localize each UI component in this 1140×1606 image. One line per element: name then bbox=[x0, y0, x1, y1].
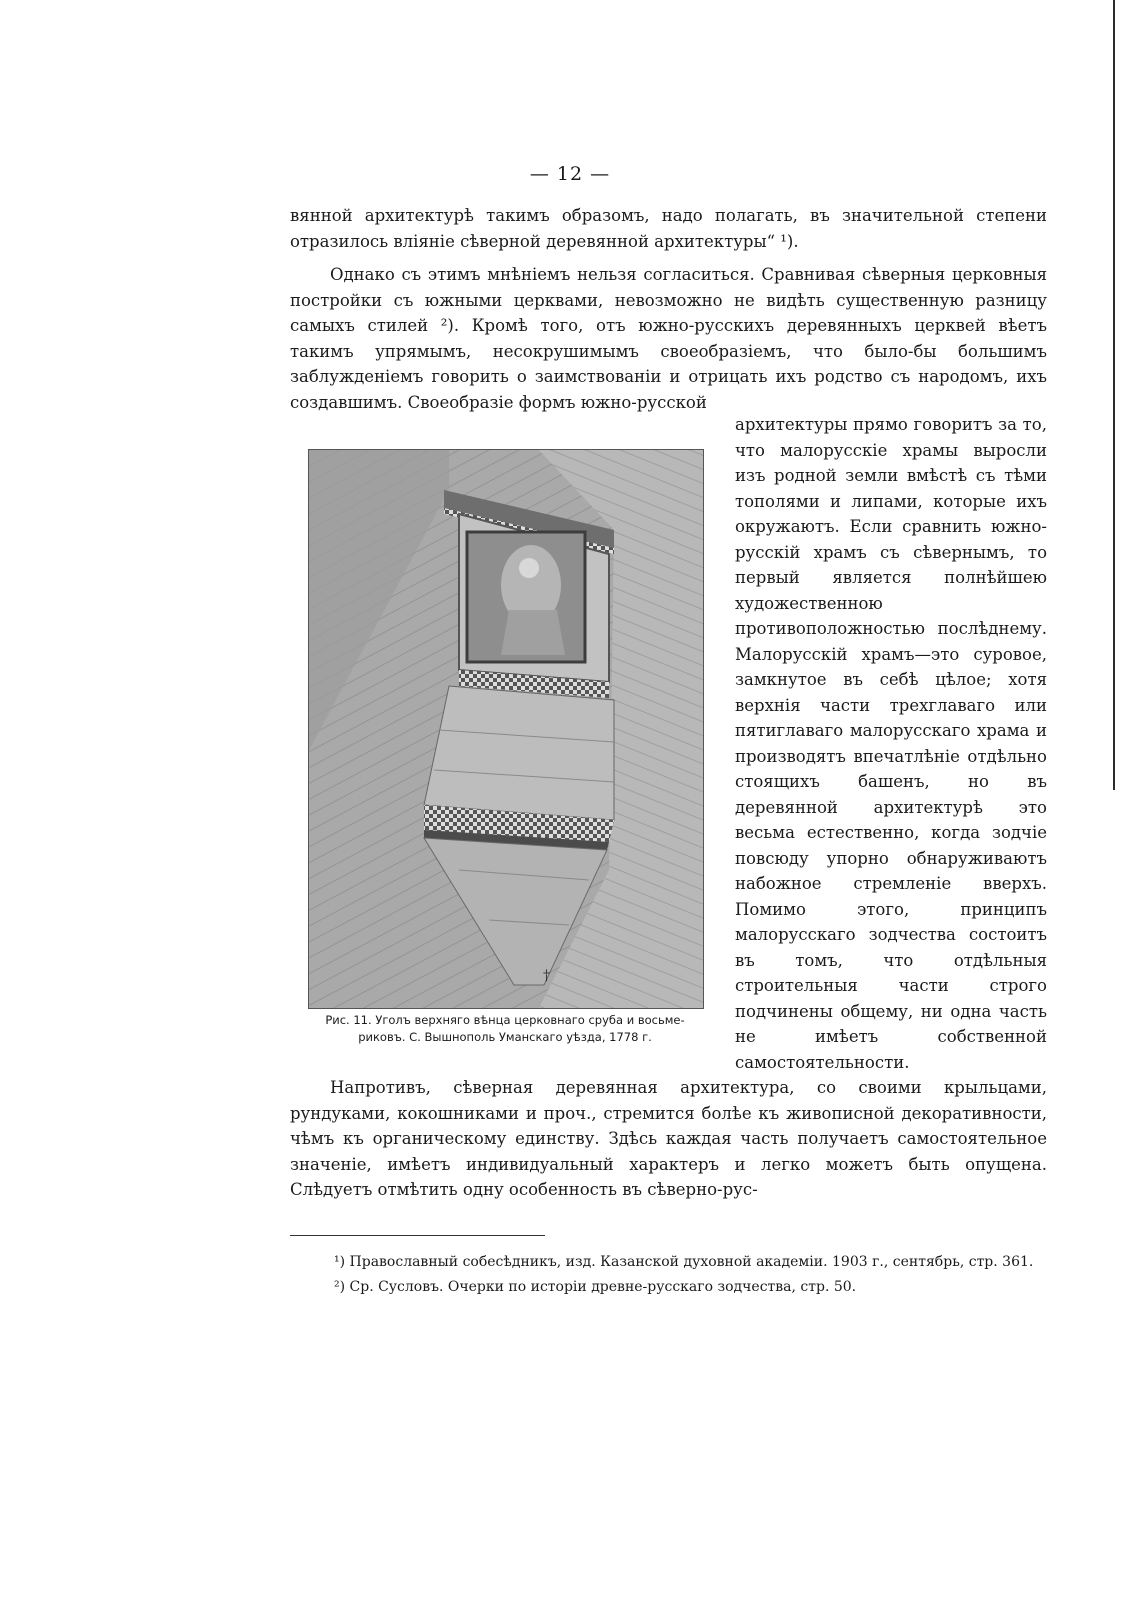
paragraph-3-text: Напротивъ, сѣверная деревянная архитектура, со своими крыльцами, рундуками, кокошниками и проч., стремится болѣе къ живописной декоративности, чѣмъ къ органическому единству. Здѣсь каждая часть получаетъ самостоятельное значеніе, имѣетъ индивидуальный характеръ и легко можетъ быть опущена. Слѣдуетъ отмѣтить одну особенность въ сѣверно-рус- bbox=[290, 1078, 1047, 1199]
paragraph-1-text: вянной архитектурѣ такимъ образомъ, надо полагать, въ значительной степени отразилось вліяніе сѣверной деревянной архитектуры“ ¹). bbox=[290, 206, 1047, 251]
paragraph-2-side-text: архитектуры прямо говоритъ за то, что малорусскіе храмы выросли изъ родной земли вмѣстѣ съ тѣми тополями и липами, которые ихъ окружаютъ. Если сравнить южно-русскій храмъ съ сѣвернымъ, то первый является полнѣйшею художественною противоположностью послѣднему. Малорусскій храмъ—это суровое, замкнутое въ себѣ цѣлое; хотя верхнія части трехглаваго или пятиглаваго малорусскаго храма и производятъ впечатлѣніе отдѣльно стоящихъ башенъ, но въ деревянной архитектурѣ это весьма естественно, когда зодчіе повсюду упорно обнаруживаютъ набожное стремленіе вверхъ. Помимо этого, принципъ малорусскаго зодчества состоитъ въ томъ, что отдѣльныя строительныя части строго подчинены общему, ни одна часть не имѣетъ собственной самостоятельности. bbox=[735, 415, 1047, 1072]
paragraph-1 bbox=[290, 203, 1047, 254]
page-number: — 12 — bbox=[529, 163, 611, 185]
figure-caption-line-2: риковъ. С. Вышнополь Уманскаго уѣзда, 1778 г. bbox=[358, 1030, 652, 1044]
figure-photo bbox=[308, 449, 704, 1009]
footnotes bbox=[290, 1252, 1047, 1302]
svg-text:†: † bbox=[543, 968, 550, 984]
footnote-separator bbox=[290, 1235, 545, 1236]
paragraph-3 bbox=[290, 1075, 1047, 1203]
figure-caption-line-1: Рис. 11. Уголъ верхняго вѣнца церковнаго сруба и восьме- bbox=[325, 1013, 685, 1027]
page-edge-line bbox=[1113, 0, 1115, 790]
footnote-1: ¹) Православный собесѣдникъ, изд. Казанской духовной академіи. 1903 г., сентябрь, стр. 361. bbox=[334, 1254, 1034, 1270]
paragraph-2-side-column bbox=[735, 412, 1047, 1075]
footnote-2: ²) Ср. Сусловъ. Очерки по исторіи древне-русскаго зодчества, стр. 50. bbox=[334, 1279, 857, 1295]
figure-caption bbox=[308, 1012, 702, 1046]
paragraph-2 bbox=[290, 262, 1047, 415]
church-interior-photo bbox=[309, 450, 703, 1008]
paragraph-2-text: Однако съ этимъ мнѣніемъ нельзя согласиться. Сравнивая сѣверныя церковныя постройки съ южными церквами, невозможно не видѣть существенную разницу самыхъ стилей ²). Кромѣ того, отъ южно-русскихъ деревянныхъ церквей вѣетъ такимъ упрямымъ, несокрушимымъ своеобразіемъ, что было-бы большимъ заблужденіемъ говорить о заимствованіи и отрицать ихъ родство съ народомъ, ихъ создавшимъ. Своеобразіе формъ южно-русской bbox=[290, 265, 1047, 412]
